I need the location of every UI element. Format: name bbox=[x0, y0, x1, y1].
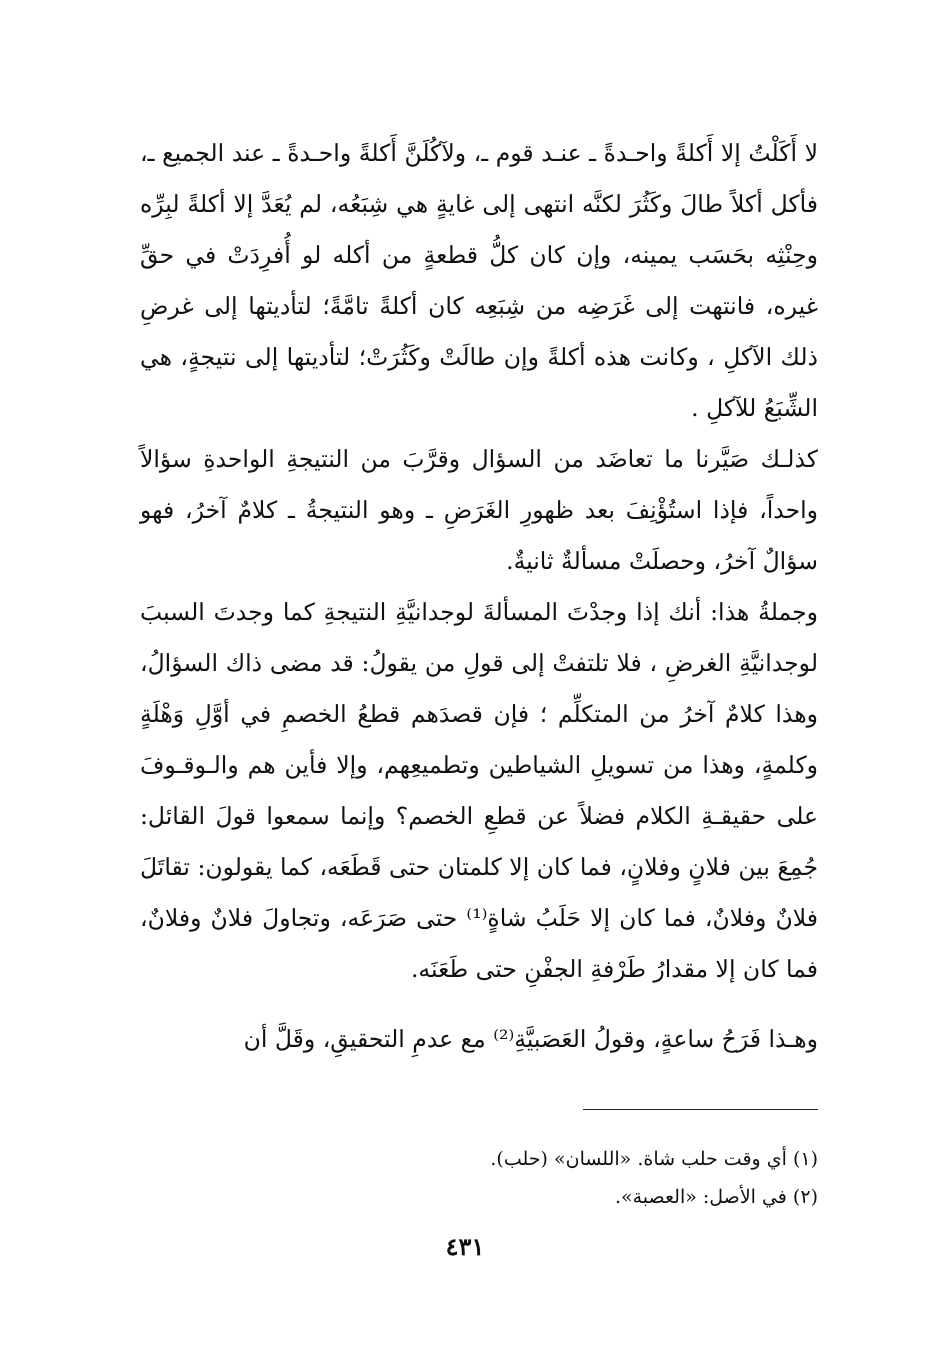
paragraph-2 bbox=[140, 434, 818, 587]
paragraph-text: وهـذا فَرَحُ ساعةٍ، وقولُ العَصَبيَّةِ⁽²⁾ مع عدمِ التحقيقِ، وقَلَّ أن bbox=[243, 1025, 818, 1053]
page-number: ٤٣١ bbox=[445, 1232, 485, 1261]
paragraph-text: لا أَكَلْتُ إلا أَكلةً واحـدةً ـ عنـد قوم ـ، ولآكُلَنَّ أَكلةً واحـدةً ـ عند الجميع ـ، فأكل أكلاً طالَ وكَثُرَ لكنَّه انتهى إلى غايةٍ هي شِبَعُه، لم يُعَدَّ إلا أكلةً لبِرِّه وحِنْثِه بحَسَب يمينه، وإن كان كلُّ قطعةٍ من أكله لو أُفرِدَتْ في حقِّ غيره، فانتهت إلى غَرَضِه من شِبَعِه كان أكلةً تامَّةً؛ لتأديتها إلى غرضِ ذلك الآكلِ ، وكانت هذه أكلةً وإن طالَتْ وكَثُرَتْ؛ لتأديتها إلى نتيجةٍ، هي الشِّبَعُ للآكلِ . bbox=[140, 139, 818, 422]
footnote-1: (١) أي وقت حلب شاة. «اللسان» (حلب). bbox=[490, 1148, 818, 1170]
paragraph-3 bbox=[140, 587, 818, 995]
paragraph-text: وجملةُ هذا: أنك إذا وجدْتَ المسألةَ لوجدانيَّةِ النتيجةِ كما وجدتَ السببَ لوجدانيَّةِ الغرضِ ، فلا تلتفتْ إلى قولِ من يقولُ: قد مضى ذاك السؤالُ، وهذا كلامٌ آخرُ من المتكلِّم ؛ فإن قصدَهم قطعُ الخصمِ في أوَّلِ وَهْلَةٍ وكلمةٍ، وهذا من تسويلِ الشياطين وتطميعِهم، وإلا فأين هم والـوقـوفَ على حقيقـةِ الكلام فضلاً عن قطعِ الخصم؟ وإنما سمعوا قولَ القائل: جُمِعَ بين فلانٍ وفلانٍ، فما كان إلا كلمتان حتى قَطَعَه، كما يقولون: تقاتَلَ فلانٌ وفلانٌ، فما كان إلا حَلَبُ شاةٍ⁽¹⁾ حتى صَرَعَه، وتجاولَ فلانٌ وفلانٌ، فما كان إلا مقدارُ طَرْفةِ الجفْنِ حتى طَعَنَه. bbox=[140, 598, 818, 983]
footnote-divider bbox=[583, 1109, 818, 1110]
paragraph-text: كذلـك صَيَّرنا ما تعاضَد من السؤال وقرَّبَ من النتيجةِ الواحدةِ سؤالاً واحداً، فإذا استُؤْنِفَ بعد ظهورِ الغَرَضِ ـ وهو النتيجةُ ـ كلامٌ آخرُ، فهو سؤالٌ آخرُ، وحصلَتْ مسألةٌ ثانيةٌ. bbox=[140, 445, 818, 575]
footnotes bbox=[140, 1140, 818, 1216]
paragraph-4 bbox=[140, 1014, 818, 1065]
paragraph-1 bbox=[140, 128, 818, 434]
footnote-2: (٢) في الأصل: «العصبة». bbox=[614, 1186, 818, 1208]
